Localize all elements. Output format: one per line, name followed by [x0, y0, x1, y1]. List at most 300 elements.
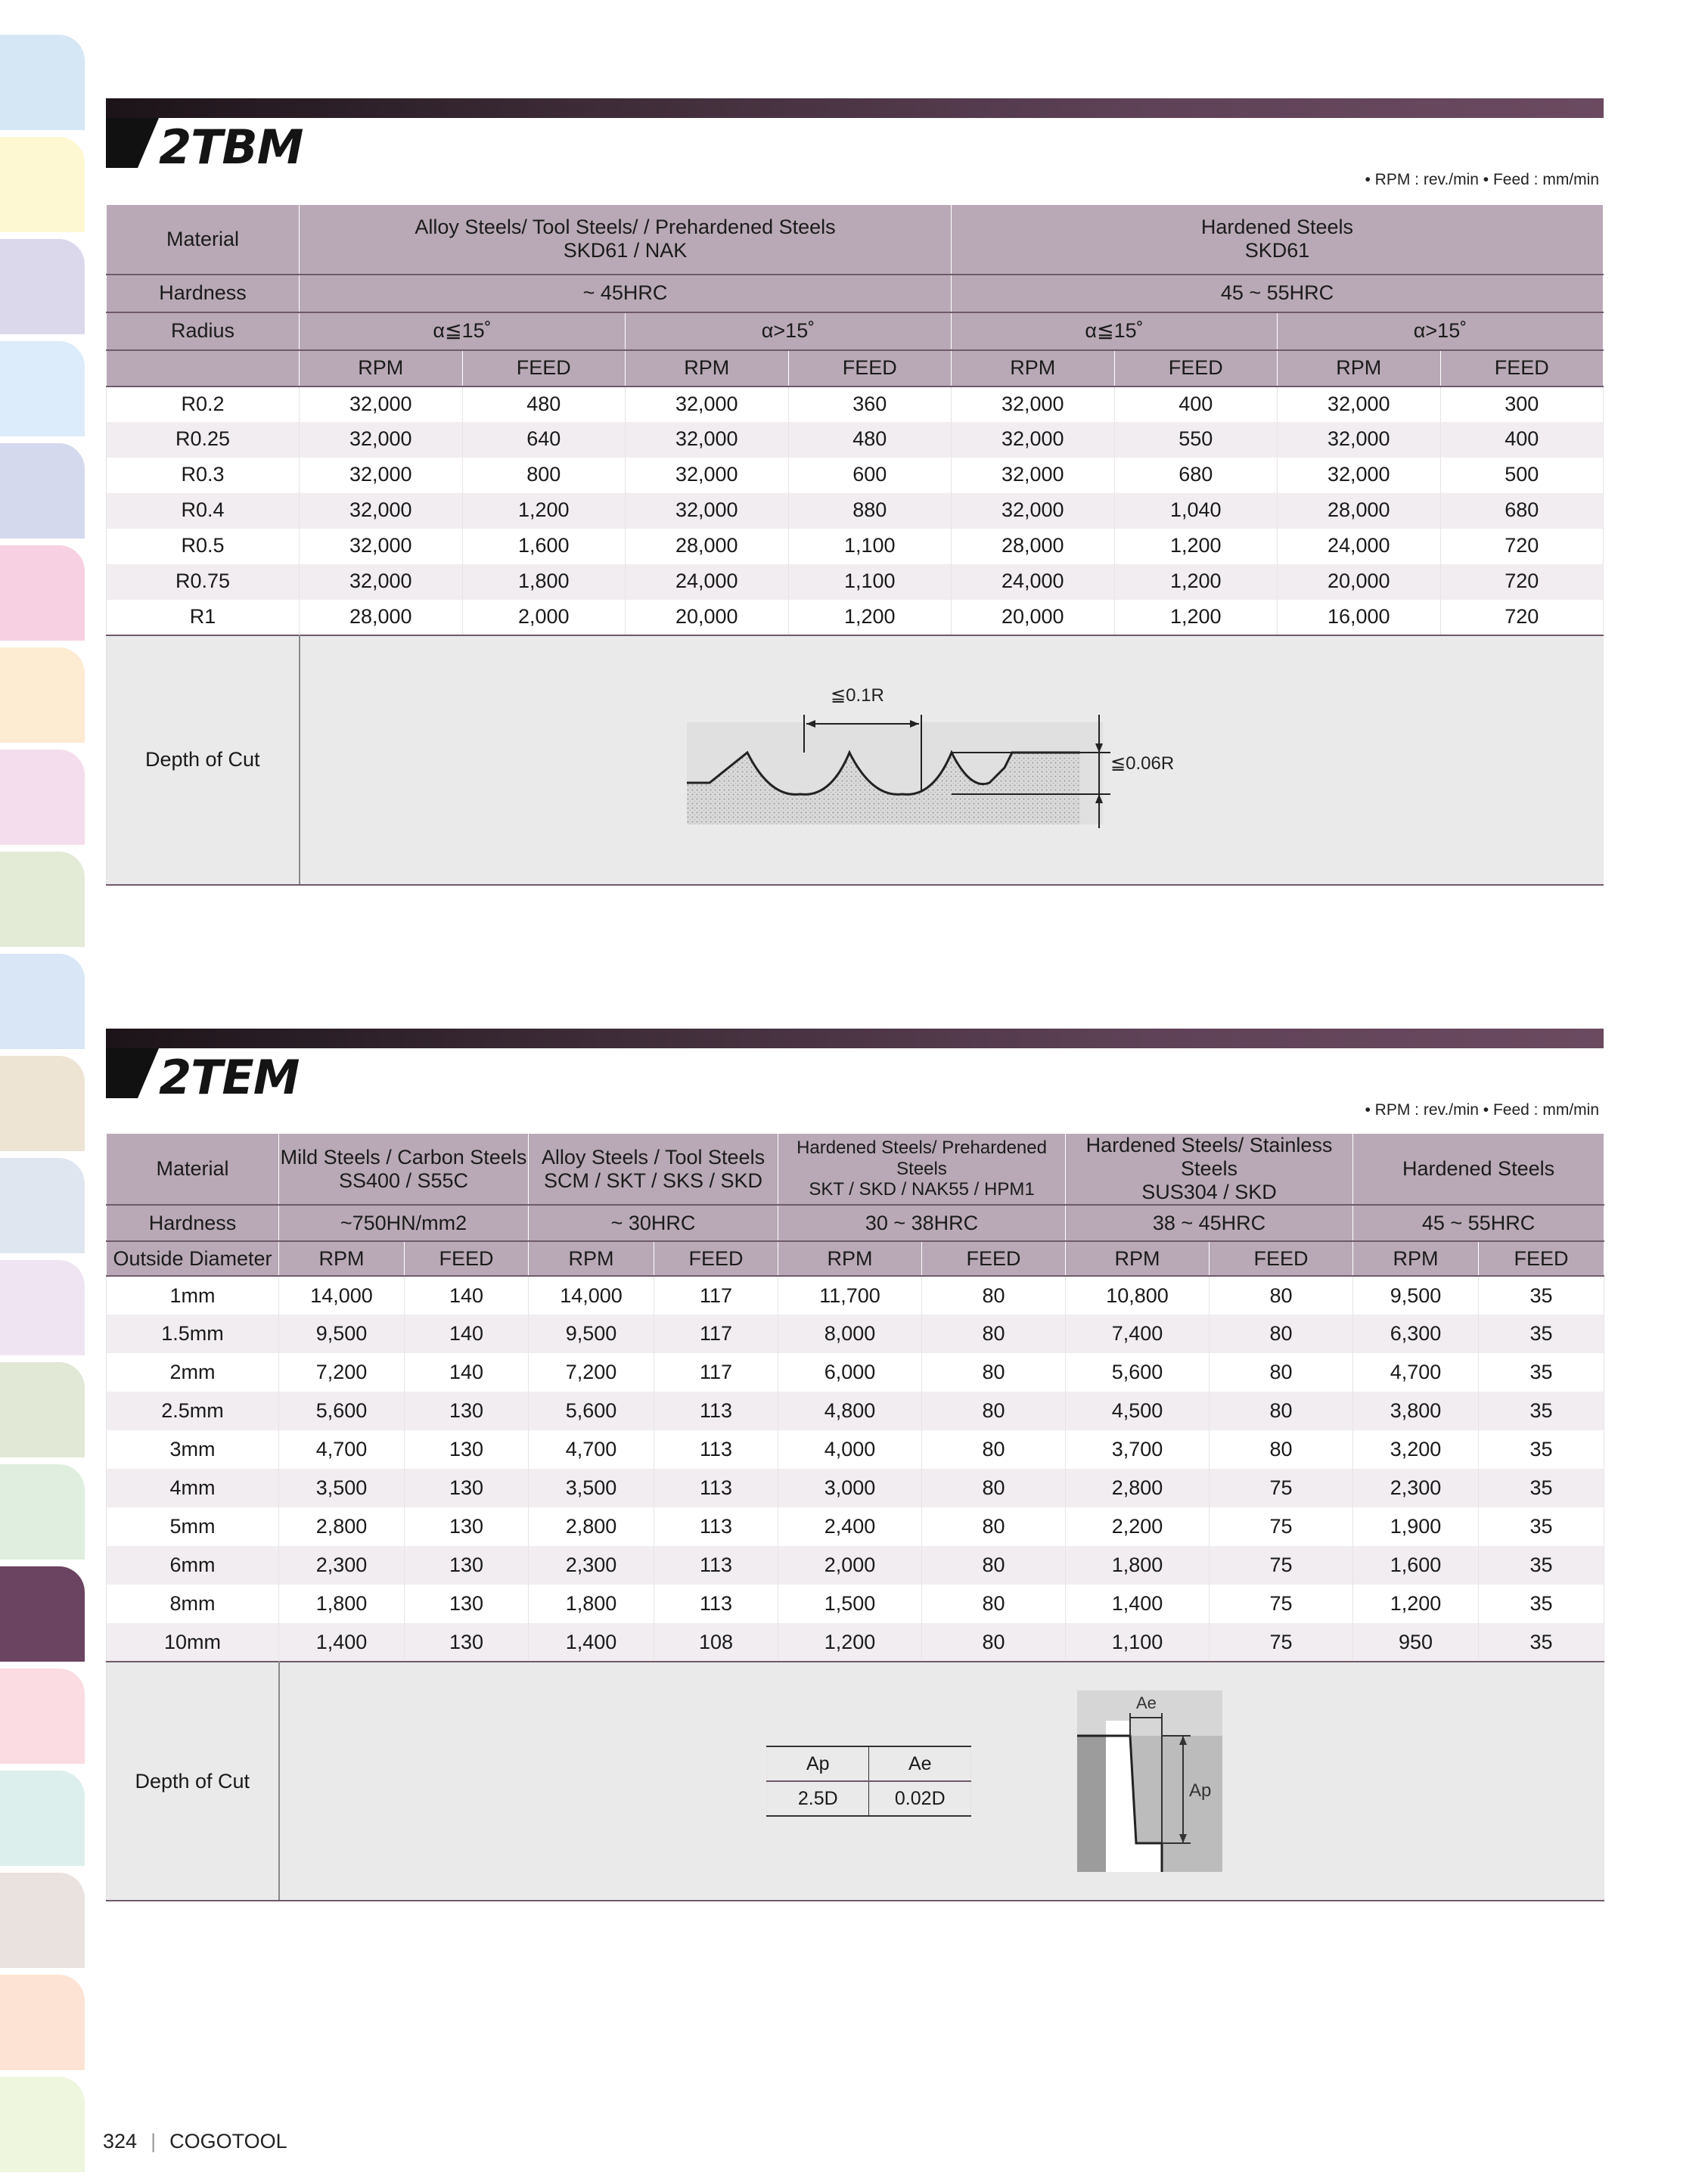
value-cell: 1,800 [1066, 1546, 1210, 1585]
diameter-cell: 2mm [107, 1353, 279, 1392]
wall-left [1077, 1736, 1107, 1872]
material-group-1 [300, 205, 952, 275]
column-head: FEED [788, 350, 952, 386]
material-group-3 [778, 1134, 1066, 1206]
value-cell: 480 [788, 422, 952, 458]
value-cell: 24,000 [952, 564, 1115, 600]
value-cell: 20,000 [1278, 564, 1441, 600]
value-cell: 28,000 [626, 529, 789, 564]
value-cell: 1,100 [1066, 1623, 1210, 1662]
hardness-value: 30 ~ 38HRC [778, 1205, 1066, 1241]
side-tab[interactable] [0, 1464, 85, 1560]
value-cell: 32,000 [952, 386, 1115, 422]
value-cell: 2,800 [1066, 1469, 1210, 1507]
value-cell: 4,800 [778, 1392, 922, 1430]
value-cell: 1,600 [1353, 1546, 1479, 1585]
hardness-1: ~ 45HRC [300, 275, 952, 312]
value-cell: 75 [1210, 1469, 1353, 1507]
radius-cell: R0.2 [107, 386, 300, 422]
value-cell: 75 [1210, 1507, 1353, 1546]
hardness-value: 45 ~ 55HRC [1353, 1205, 1604, 1241]
angle-head: α≦15˚ [300, 312, 626, 350]
material-line: Mild Steels / Carbon Steels [280, 1145, 527, 1169]
side-tab[interactable] [0, 1771, 85, 1866]
material-line: Hardened Steels [1402, 1157, 1555, 1181]
ae-head: Ae [869, 1746, 971, 1781]
value-cell: 7,400 [1066, 1315, 1210, 1353]
value-cell: 32,000 [300, 386, 463, 422]
radius-cell: R0.4 [107, 493, 300, 529]
value-cell: 3,700 [1066, 1430, 1210, 1469]
value-cell: 1,200 [778, 1623, 922, 1662]
value-cell: 880 [788, 493, 952, 529]
table-row [107, 1353, 1604, 1392]
section-header-bar [106, 98, 1604, 118]
side-tab[interactable] [0, 341, 85, 436]
value-cell: 140 [405, 1315, 529, 1353]
side-tab[interactable] [0, 647, 85, 743]
table-row [107, 529, 1604, 564]
value-cell: 500 [1440, 458, 1604, 493]
depth-label: ≦0.06R [1110, 753, 1174, 774]
value-cell: 113 [654, 1507, 778, 1546]
angle-head: α>15˚ [1278, 312, 1604, 350]
column-head: RPM [952, 350, 1115, 386]
column-head: RPM [1066, 1241, 1210, 1276]
depth-of-cut-label: Depth of Cut [107, 635, 300, 885]
value-cell: 35 [1479, 1469, 1604, 1507]
side-tab[interactable] [0, 443, 85, 539]
value-cell: 2,800 [529, 1507, 654, 1546]
diameter-cell: 10mm [107, 1623, 279, 1662]
value-cell: 80 [1210, 1315, 1353, 1353]
value-cell: 640 [462, 422, 626, 458]
value-cell: 720 [1440, 564, 1604, 600]
diameter-cell: 8mm [107, 1585, 279, 1623]
table-row [107, 1430, 1604, 1469]
value-cell: 720 [1440, 529, 1604, 564]
value-cell: 3,500 [529, 1469, 654, 1507]
value-cell: 1,200 [1114, 529, 1278, 564]
value-cell: 300 [1440, 386, 1604, 422]
value-cell: 2,800 [279, 1507, 405, 1546]
side-tab[interactable] [0, 35, 85, 130]
value-cell: 113 [654, 1585, 778, 1623]
column-head: RPM [1278, 350, 1441, 386]
value-cell: 11,700 [778, 1276, 922, 1315]
value-cell: 80 [922, 1507, 1066, 1546]
side-tab[interactable] [0, 1158, 85, 1253]
value-cell: 4,500 [1066, 1392, 1210, 1430]
value-cell: 800 [462, 458, 626, 493]
side-tab[interactable] [0, 1362, 85, 1457]
value-cell: 32,000 [626, 386, 789, 422]
column-head: FEED [405, 1241, 529, 1276]
radius-label: Radius [107, 312, 300, 350]
material-line: SUS304 / SKD [1141, 1181, 1277, 1204]
value-cell: 113 [654, 1469, 778, 1507]
table-row [107, 1623, 1604, 1662]
hardness-value: ~750HN/mm2 [279, 1205, 529, 1241]
column-head: FEED [462, 350, 626, 386]
value-cell: 80 [1210, 1392, 1353, 1430]
depth-of-cut-diagram-cell [300, 635, 1604, 885]
diameter-cell: 1.5mm [107, 1315, 279, 1353]
value-cell: 24,000 [1278, 529, 1441, 564]
material-label: Material [107, 1134, 279, 1206]
value-cell: 130 [405, 1430, 529, 1469]
value-cell: 113 [654, 1392, 778, 1430]
value-cell: 32,000 [300, 493, 463, 529]
value-cell: 9,500 [529, 1315, 654, 1353]
value-cell: 360 [788, 386, 952, 422]
unit-note: • RPM : rev./min • Feed : mm/min [1365, 171, 1599, 188]
value-cell: 680 [1114, 458, 1278, 493]
column-head: FEED [1210, 1241, 1353, 1276]
material-line: Alloy Steels / Tool Steels [541, 1145, 765, 1169]
table-row [107, 1315, 1604, 1353]
table-row [107, 1507, 1604, 1546]
hardness-2: 45 ~ 55HRC [952, 275, 1604, 312]
empty-head [107, 350, 300, 386]
value-cell: 20,000 [952, 600, 1115, 635]
value-cell: 3,800 [1353, 1392, 1479, 1430]
value-cell: 1,040 [1114, 493, 1278, 529]
material-2-line-1: Hardened Steels [1200, 216, 1354, 239]
value-cell: 80 [922, 1430, 1066, 1469]
value-cell: 1,100 [788, 564, 952, 600]
material-line: SS400 / S55C [338, 1169, 469, 1192]
value-cell: 32,000 [626, 422, 789, 458]
table-row [107, 1585, 1604, 1623]
column-head: RPM [300, 350, 463, 386]
value-cell: 4,700 [1353, 1353, 1479, 1392]
table-row [107, 386, 1604, 422]
value-cell: 8,000 [778, 1315, 922, 1353]
side-tab[interactable] [0, 1873, 85, 1968]
value-cell: 10,800 [1066, 1276, 1210, 1315]
value-cell: 28,000 [952, 529, 1115, 564]
value-cell: 400 [1440, 422, 1604, 458]
diameter-cell: 1mm [107, 1276, 279, 1315]
side-tab[interactable] [0, 239, 85, 334]
value-cell: 32,000 [952, 493, 1115, 529]
value-cell: 28,000 [300, 600, 463, 635]
side-tab[interactable] [0, 2077, 85, 2172]
value-cell: 2,400 [778, 1507, 922, 1546]
value-cell: 80 [1210, 1430, 1353, 1469]
value-cell: 20,000 [626, 600, 789, 635]
value-cell: 35 [1479, 1623, 1604, 1662]
side-tab[interactable] [0, 750, 85, 845]
value-cell: 2,300 [1353, 1469, 1479, 1507]
table-row [107, 458, 1604, 493]
title-accent-shape [106, 1048, 159, 1098]
value-cell: 2,000 [462, 600, 626, 635]
depth-of-cut-label: Depth of Cut [107, 1662, 279, 1901]
value-cell: 1,200 [462, 493, 626, 529]
diameter-cell: 5mm [107, 1507, 279, 1546]
value-cell: 1,400 [529, 1623, 654, 1662]
hardness-value: 38 ~ 45HRC [1066, 1205, 1353, 1241]
material-group-4 [1066, 1134, 1353, 1206]
material-line: SKT / SKD / NAK55 / HPM1 [809, 1179, 1035, 1200]
value-cell: 1,100 [788, 529, 952, 564]
value-cell: 117 [654, 1315, 778, 1353]
value-cell: 1,200 [1353, 1585, 1479, 1623]
value-cell: 130 [405, 1585, 529, 1623]
depth-of-cut-cell [279, 1662, 1604, 1901]
side-tab[interactable] [0, 1056, 85, 1151]
value-cell: 35 [1479, 1546, 1604, 1585]
value-cell: 108 [654, 1623, 778, 1662]
diameter-cell: 6mm [107, 1546, 279, 1585]
side-tab[interactable] [0, 1260, 85, 1355]
value-cell: 14,000 [279, 1276, 405, 1315]
unit-note: • RPM : rev./min • Feed : mm/min [1365, 1101, 1599, 1119]
column-head: RPM [778, 1241, 922, 1276]
value-cell: 7,200 [279, 1353, 405, 1392]
value-cell: 9,500 [279, 1315, 405, 1353]
angle-head: α>15˚ [626, 312, 952, 350]
column-head: RPM [626, 350, 789, 386]
pitch-label: ≦0.1R [830, 684, 884, 706]
side-index-tabs [0, 35, 85, 2179]
value-cell: 1,200 [1114, 600, 1278, 635]
column-head: FEED [1440, 350, 1604, 386]
tbm-cutting-table [106, 204, 1604, 886]
material-1-line-1: Alloy Steels/ Tool Steels/ / Prehardened Steels [415, 216, 836, 239]
material-1-line-2: SKD61 / NAK [563, 239, 688, 262]
value-cell: 130 [405, 1623, 529, 1662]
value-cell: 6,300 [1353, 1315, 1479, 1353]
tem-cutting-table [106, 1133, 1604, 1901]
value-cell: 130 [405, 1507, 529, 1546]
value-cell: 32,000 [1278, 422, 1441, 458]
material-group-2 [529, 1134, 778, 1206]
section-title: 2TEM [159, 1050, 300, 1105]
column-head: RPM [529, 1241, 654, 1276]
value-cell: 117 [654, 1276, 778, 1315]
side-tab[interactable] [0, 1566, 85, 1662]
value-cell: 550 [1114, 422, 1278, 458]
diameter-cell: 4mm [107, 1469, 279, 1507]
side-tab[interactable] [0, 545, 85, 641]
value-cell: 16,000 [1278, 600, 1441, 635]
hardness-label: Hardness [107, 1205, 279, 1241]
value-cell: 113 [654, 1430, 778, 1469]
column-head: RPM [1353, 1241, 1479, 1276]
footer-separator: | [151, 2130, 157, 2153]
value-cell: 5,600 [279, 1392, 405, 1430]
value-cell: 80 [922, 1315, 1066, 1353]
page-footer [103, 2130, 287, 2153]
column-head: FEED [922, 1241, 1066, 1276]
value-cell: 2,300 [279, 1546, 405, 1585]
value-cell: 35 [1479, 1392, 1604, 1430]
value-cell: 950 [1353, 1623, 1479, 1662]
table-row [107, 1469, 1604, 1507]
value-cell: 35 [1479, 1507, 1604, 1546]
end-mill-cut-diagram [1077, 1690, 1222, 1872]
title-accent-shape [106, 118, 159, 168]
value-cell: 2,300 [529, 1546, 654, 1585]
side-tab[interactable] [0, 1975, 85, 2070]
value-cell: 80 [922, 1392, 1066, 1430]
material-line: Hardened Steels/ Prehardened Steels [797, 1138, 1047, 1179]
value-cell: 6,000 [778, 1353, 922, 1392]
table-row [107, 1392, 1604, 1430]
value-cell: 32,000 [1278, 386, 1441, 422]
side-tab[interactable] [0, 954, 85, 1049]
ae-value: 0.02D [869, 1781, 971, 1816]
table-row [107, 1546, 1604, 1585]
material-line: Hardened Steels/ Stainless Steels [1085, 1134, 1333, 1181]
table-row [107, 564, 1604, 600]
material-line: SCM / SKT / SKS / SKD [543, 1169, 763, 1192]
value-cell: 1,400 [1066, 1585, 1210, 1623]
value-cell: 35 [1479, 1353, 1604, 1392]
value-cell: 80 [922, 1353, 1066, 1392]
value-cell: 80 [922, 1276, 1066, 1315]
value-cell: 75 [1210, 1546, 1353, 1585]
column-head: FEED [1479, 1241, 1604, 1276]
value-cell: 3,000 [778, 1469, 922, 1507]
material-label: Material [107, 205, 300, 275]
section-title: 2TBM [159, 120, 303, 175]
column-head: FEED [1114, 350, 1278, 386]
ae-diagram-label: Ae [1136, 1693, 1157, 1713]
value-cell: 32,000 [952, 422, 1115, 458]
value-cell: 4,700 [529, 1430, 654, 1469]
material-group-2 [952, 205, 1604, 275]
value-cell: 130 [405, 1546, 529, 1585]
value-cell: 35 [1479, 1276, 1604, 1315]
radius-cell: R0.25 [107, 422, 300, 458]
side-tab[interactable] [0, 1668, 85, 1764]
section-title-block [106, 1048, 378, 1118]
value-cell: 80 [922, 1585, 1066, 1623]
value-cell: 1,200 [1114, 564, 1278, 600]
table-row [107, 600, 1604, 635]
value-cell: 80 [922, 1546, 1066, 1585]
hardness-value: ~ 30HRC [529, 1205, 778, 1241]
side-tab[interactable] [0, 852, 85, 947]
material-2-line-2: SKD61 [1244, 239, 1310, 262]
section-header-bar [106, 1029, 1604, 1048]
diameter-cell: 2.5mm [107, 1392, 279, 1430]
value-cell: 1,800 [279, 1585, 405, 1623]
ap-diagram-label: Ap [1189, 1780, 1212, 1802]
value-cell: 80 [922, 1623, 1066, 1662]
value-cell: 4,700 [279, 1430, 405, 1469]
value-cell: 32,000 [626, 493, 789, 529]
value-cell: 35 [1479, 1585, 1604, 1623]
value-cell: 1,400 [279, 1623, 405, 1662]
radius-cell: R1 [107, 600, 300, 635]
section-title-block [106, 118, 378, 188]
material-group-1 [279, 1134, 529, 1206]
value-cell: 3,200 [1353, 1430, 1479, 1469]
value-cell: 5,600 [529, 1392, 654, 1430]
value-cell: 24,000 [626, 564, 789, 600]
material-group-5 [1353, 1134, 1604, 1206]
value-cell: 80 [1210, 1276, 1353, 1315]
value-cell: 1,600 [462, 529, 626, 564]
value-cell: 75 [1210, 1623, 1353, 1662]
value-cell: 1,200 [788, 600, 952, 635]
value-cell: 117 [654, 1353, 778, 1392]
value-cell: 1,500 [778, 1585, 922, 1623]
value-cell: 9,500 [1353, 1276, 1479, 1315]
side-tab[interactable] [0, 137, 85, 232]
value-cell: 5,600 [1066, 1353, 1210, 1392]
value-cell: 3,500 [279, 1469, 405, 1507]
value-cell: 80 [922, 1469, 1066, 1507]
radius-cell: R0.75 [107, 564, 300, 600]
value-cell: 32,000 [300, 564, 463, 600]
value-cell: 140 [405, 1353, 529, 1392]
value-cell: 480 [462, 386, 626, 422]
value-cell: 32,000 [300, 529, 463, 564]
value-cell: 32,000 [300, 458, 463, 493]
value-cell: 130 [405, 1469, 529, 1507]
column-head: RPM [279, 1241, 405, 1276]
ap-ae-mini-table [766, 1746, 971, 1817]
value-cell: 600 [788, 458, 952, 493]
ap-head: Ap [767, 1746, 869, 1781]
value-cell: 32,000 [1278, 458, 1441, 493]
brand-name: COGOTOOL [169, 2130, 287, 2153]
value-cell: 32,000 [626, 458, 789, 493]
value-cell: 4,000 [778, 1430, 922, 1469]
value-cell: 75 [1210, 1585, 1353, 1623]
value-cell: 35 [1479, 1315, 1604, 1353]
value-cell: 1,900 [1353, 1507, 1479, 1546]
value-cell: 680 [1440, 493, 1604, 529]
value-cell: 7,200 [529, 1353, 654, 1392]
ap-value: 2.5D [767, 1781, 869, 1816]
value-cell: 720 [1440, 600, 1604, 635]
page-number: 324 [103, 2130, 138, 2153]
value-cell: 130 [405, 1392, 529, 1430]
value-cell: 1,800 [462, 564, 626, 600]
radius-cell: R0.3 [107, 458, 300, 493]
column-head: FEED [654, 1241, 778, 1276]
table-row [107, 1276, 1604, 1315]
value-cell: 113 [654, 1546, 778, 1585]
value-cell: 32,000 [300, 422, 463, 458]
value-cell: 80 [1210, 1353, 1353, 1392]
value-cell: 1,800 [529, 1585, 654, 1623]
value-cell: 35 [1479, 1430, 1604, 1469]
value-cell: 14,000 [529, 1276, 654, 1315]
hardness-label: Hardness [107, 275, 300, 312]
radius-cell: R0.5 [107, 529, 300, 564]
value-cell: 28,000 [1278, 493, 1441, 529]
table-row [107, 422, 1604, 458]
value-cell: 400 [1114, 386, 1278, 422]
angle-head: α≦15˚ [952, 312, 1278, 350]
diameter-cell: 3mm [107, 1430, 279, 1469]
value-cell: 140 [405, 1276, 529, 1315]
table-row [107, 493, 1604, 529]
value-cell: 2,200 [1066, 1507, 1210, 1546]
value-cell: 32,000 [952, 458, 1115, 493]
outside-diameter-label: Outside Diameter [107, 1241, 279, 1276]
ball-nose-cut-diagram [687, 684, 1216, 836]
value-cell: 2,000 [778, 1546, 922, 1585]
